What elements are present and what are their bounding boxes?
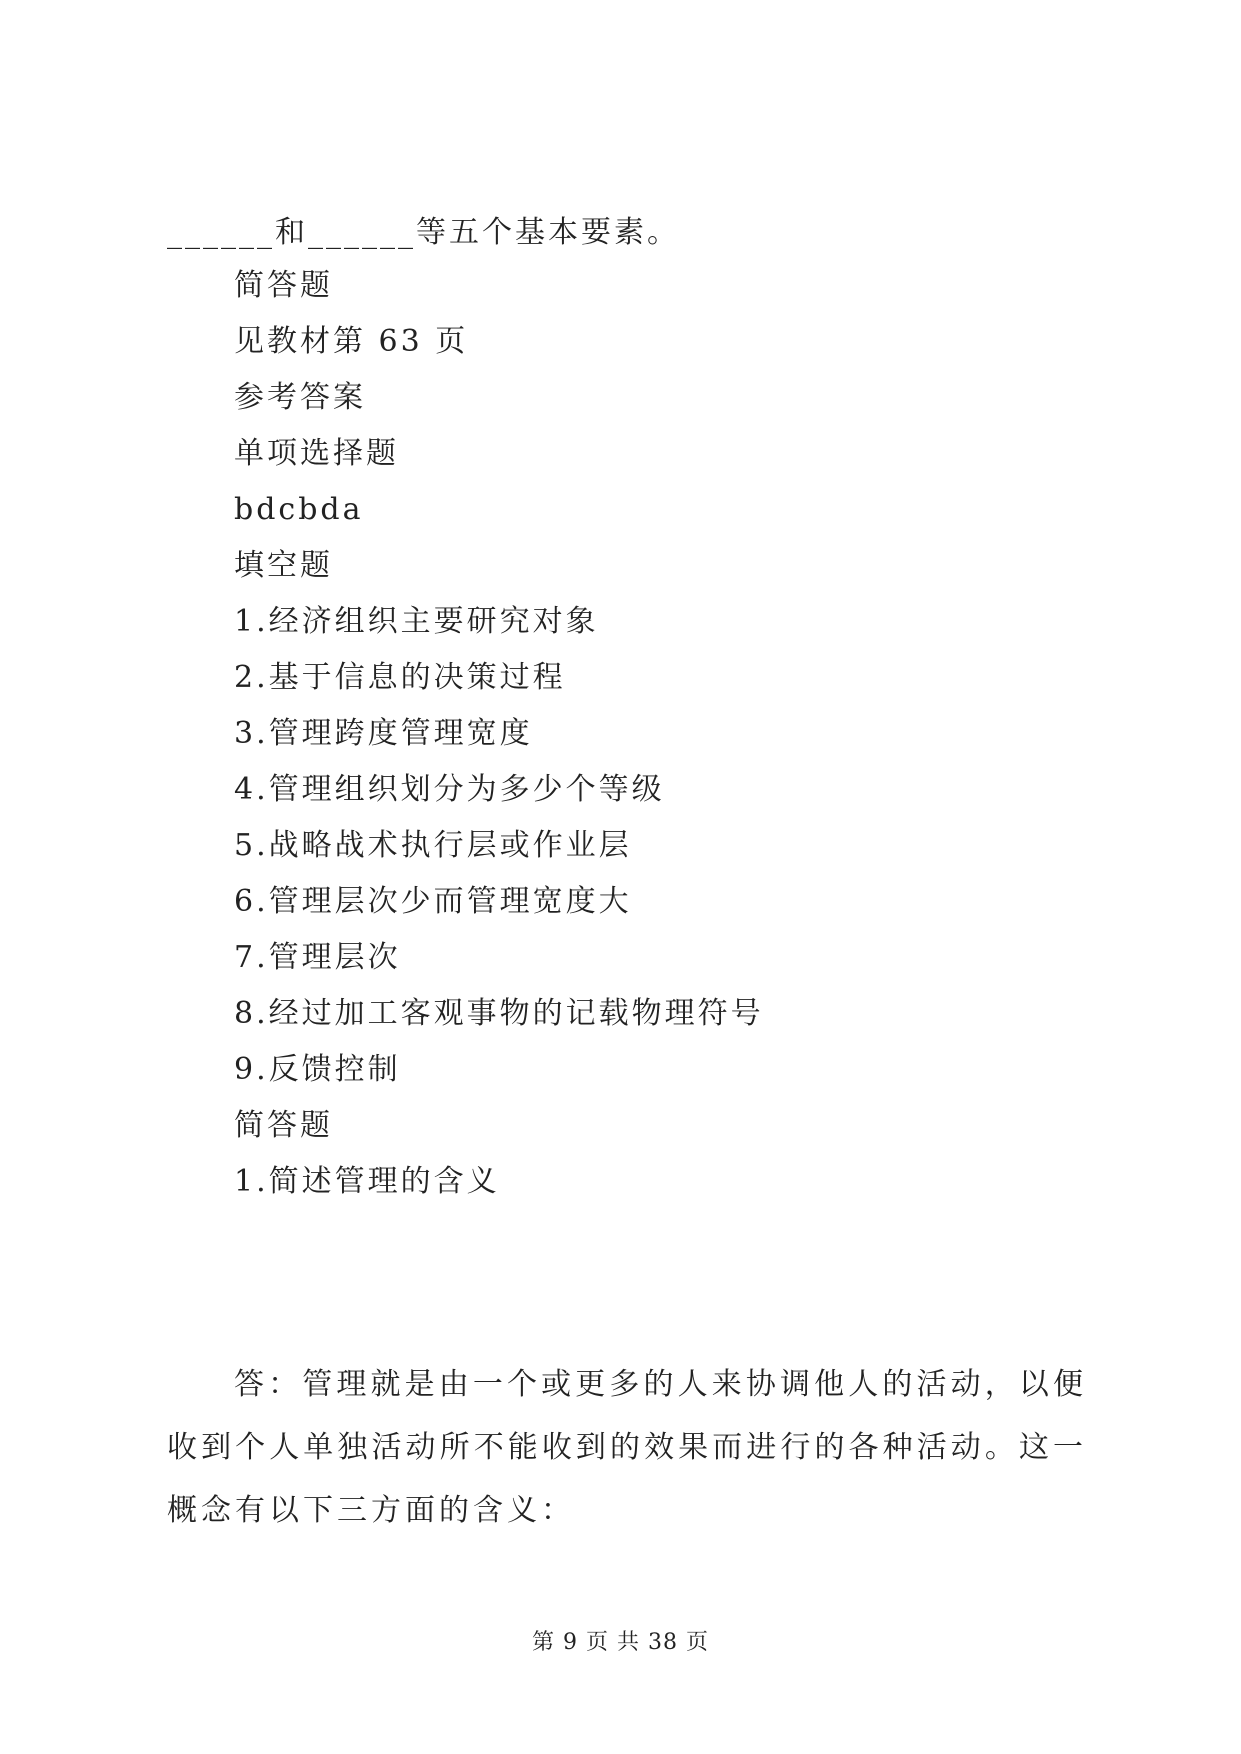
section-heading-short-answer: 简答题: [234, 1108, 333, 1143]
textbook-reference: 见教材第 63 页: [234, 324, 469, 359]
fill-answer-item: 4.管理组织划分为多少个等级: [234, 772, 665, 807]
fill-answer-item: 9.反馈控制: [234, 1052, 401, 1087]
question-title: 1.简述管理的含义: [234, 1164, 500, 1199]
fill-answer-item: 6.管理层次少而管理宽度大: [234, 884, 632, 919]
section-heading-short-answer: 简答题: [234, 268, 333, 303]
section-heading-fill-in-blank: 填空题: [234, 548, 333, 583]
page-number-footer: 第 9 页 共 38 页: [532, 1630, 709, 1655]
section-heading-reference-answers: 参考答案: [234, 380, 366, 415]
fill-blank-line: ______和______等五个基本要素。: [167, 215, 680, 250]
section-heading-single-choice: 单项选择题: [234, 436, 399, 471]
answer-paragraph: 答：管理就是由一个或更多的人来协调他人的活动，以便收到个人单独活动所不能收到的效果而进行的各种活动。这一概念有以下三方面的含义：: [167, 1367, 1087, 1528]
fill-answer-item: 8.经过加工客观事物的记载物理符号: [234, 996, 764, 1031]
fill-answer-item: 3.管理跨度管理宽度: [234, 716, 533, 751]
fill-answer-item: 2.基于信息的决策过程: [234, 660, 566, 695]
single-choice-answers: bdcbda: [234, 492, 364, 527]
fill-answer-item: 5.战略战术执行层或作业层: [234, 828, 632, 863]
fill-answer-item: 7.管理层次: [234, 940, 401, 975]
fill-answer-item: 1.经济组织主要研究对象: [234, 604, 599, 639]
